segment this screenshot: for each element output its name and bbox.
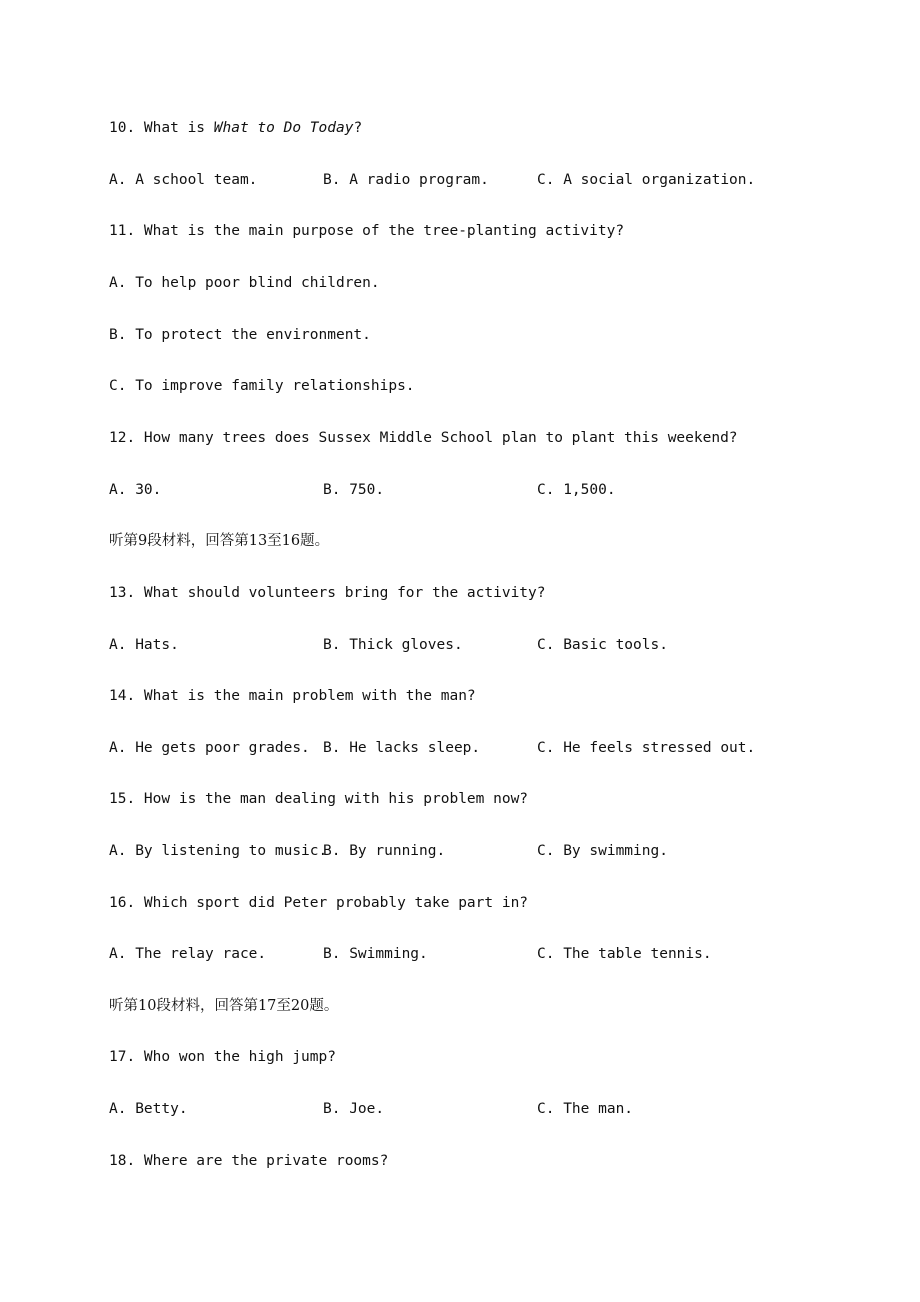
question-18: 18. Where are the private rooms? (109, 1153, 389, 1169)
question-17-option-a: A. Betty. (109, 1101, 188, 1117)
question-13-option-b: B. Thick gloves. (323, 637, 463, 653)
question-10-options (109, 170, 829, 190)
question-14-option-c: C. He feels stressed out. (537, 740, 756, 756)
question-16-option-c: C. The table tennis. (537, 946, 712, 962)
question-17-option-b: B. Joe. (323, 1101, 385, 1117)
question-11: 11. What is the main purpose of the tree-planting activity? (109, 223, 625, 239)
question-16: 16. Which sport did Peter probably take part in? (109, 895, 529, 911)
question-17: 17. Who won the high jump? (109, 1049, 336, 1065)
question-10-program-title: What to Do Today (213, 120, 354, 136)
question-15-options (109, 841, 829, 861)
question-13-options (109, 635, 829, 655)
question-10 (109, 118, 829, 138)
section-10-instruction: 听第10段材料，回答第17至20题。 (109, 998, 339, 1014)
question-16-option-b: B. Swimming. (323, 946, 428, 962)
question-16-option-a: A. The relay race. (109, 946, 267, 962)
question-15-option-a: A. By listening to music. (109, 843, 328, 859)
question-15: 15. How is the man dealing with his problem now? (109, 791, 529, 807)
question-10-prefix: 10. What is (109, 120, 214, 136)
question-12-options (109, 480, 829, 500)
question-14-option-b: B. He lacks sleep. (323, 740, 481, 756)
question-11-option-a: A. To help poor blind children. (109, 275, 380, 291)
question-10-option-c: C. A social organization. (537, 172, 756, 188)
question-14: 14. What is the main problem with the man? (109, 688, 476, 704)
question-12: 12. How many trees does Sussex Middle School plan to plant this weekend? (109, 430, 738, 446)
question-12-option-a: A. 30. (109, 482, 162, 498)
question-16-options (109, 944, 829, 964)
question-17-options (109, 1099, 829, 1119)
question-10-option-a: A. A school team. (109, 172, 258, 188)
question-15-option-b: B. By running. (323, 843, 446, 859)
question-15-option-c: C. By swimming. (537, 843, 668, 859)
question-12-option-c: C. 1,500. (537, 482, 616, 498)
question-14-option-a: A. He gets poor grades. (109, 740, 310, 756)
question-11-option-b: B. To protect the environment. (109, 327, 371, 343)
section-9-instruction: 听第9段材料，回答第13至16题。 (109, 533, 330, 549)
question-13-option-a: A. Hats. (109, 637, 179, 653)
question-14-options (109, 738, 829, 758)
question-13-option-c: C. Basic tools. (537, 637, 668, 653)
question-17-option-c: C. The man. (537, 1101, 634, 1117)
question-10-option-b: B. A radio program. (323, 172, 489, 188)
question-10-suffix: ? (353, 120, 363, 136)
question-13: 13. What should volunteers bring for the activity? (109, 585, 546, 601)
question-11-option-c: C. To improve family relationships. (109, 378, 415, 394)
question-12-option-b: B. 750. (323, 482, 385, 498)
